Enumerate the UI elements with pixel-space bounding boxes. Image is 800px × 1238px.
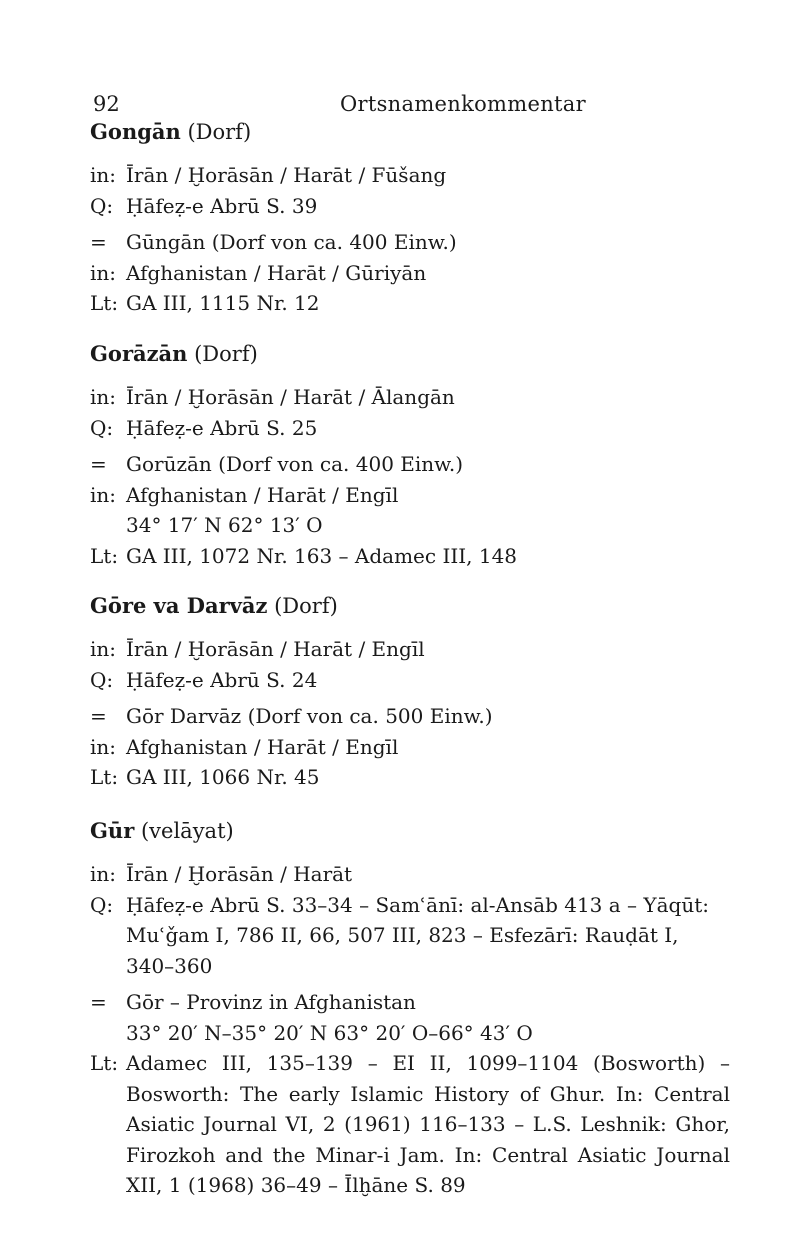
entry-type: (Dorf): [187, 120, 252, 144]
entry-type: (velāyat): [140, 819, 234, 843]
field-source: Q: Ḥāfeẓ-e Abrū S. 39: [90, 193, 318, 218]
entry-name: Gūr: [90, 818, 135, 843]
field-equivalent: = Gorūzān (Dorf von ca. 400 Einw.): [90, 452, 464, 476]
entry-title: [90, 590, 730, 622]
field-location: in: Afghanistan / Harāt / Gūriyān: [90, 260, 427, 285]
field-location: in: Īrān / Ḫorāsān / Harāt / Fūšang: [90, 163, 447, 187]
running-title: Ortsnamenkommentar: [340, 92, 586, 116]
field-literature: Lt: GA III, 1066 Nr. 45: [90, 765, 320, 789]
field-location: in: Afghanistan / Harāt / Engīl: [90, 482, 399, 507]
entry-gore-va-darvaz: [90, 590, 730, 793]
entry-gorazan: [90, 338, 730, 571]
field-equivalent: = Gōr Darvāz (Dorf von ca. 500 Einw.): [90, 704, 493, 728]
entry-gongan: [90, 116, 730, 319]
entry-type: (Dorf): [274, 594, 338, 618]
entry-type: (Dorf): [194, 342, 258, 366]
entry-name: Gorāzān: [90, 341, 188, 366]
entry-title: [90, 338, 730, 370]
entry-name: Gongān: [90, 119, 181, 144]
field-source: Q: Ḥāfeẓ-e Abrū S. 33–34 – Samʿānī: al-Ansāb 413 a – Yāqūt: Muʿǧam I, 786 II, 66, 507 III, 823 – Esfezārī: Rauḍāt I, 340–360: [90, 892, 709, 978]
field-literature: Lt: Adamec III, 135–139 – EI II, 1099–1104 (Bosworth) – Bosworth: The early Islamic History of Ghur. In: Central Asiatic Journal VI, 2 (1961) 116–133 – L.S. Leshnik: Ghor, Firozkoh and the Minar-i Jam. In: Central Asiatic Journal XII, 1 (1968) 36–49 – Īlḫāne S. 89: [90, 1051, 730, 1197]
field-location: in: Īrān / Ḫorāsān / Harāt: [90, 862, 353, 886]
field-location: in: Īrān / Ḫorāsān / Harāt / Ālangān: [90, 385, 455, 409]
field-location: in: Afghanistan / Harāt / Engīl: [90, 734, 399, 759]
field-equivalent: = Gōr – Provinz in Afghanistan: [90, 990, 416, 1014]
field-equivalent: = Gūngān (Dorf von ca. 400 Einw.): [90, 230, 457, 254]
field-literature: Lt: GA III, 1072 Nr. 163 – Adamec III, 148: [90, 543, 518, 568]
entry-name: Gōre va Darvāz: [90, 593, 268, 618]
field-literature: Lt: GA III, 1115 Nr. 12: [90, 291, 320, 315]
entry-title: [90, 815, 730, 847]
field-location: in: Īrān / Ḫorāsān / Harāt / Engīl: [90, 637, 425, 661]
page-number: 92: [93, 92, 120, 116]
field-source: Q: Ḥāfeẓ-e Abrū S. 25: [90, 415, 318, 440]
field-coordinates: 33° 20′ N–35° 20′ N 63° 20′ O–66° 43′ O: [126, 1020, 533, 1045]
entry-title: [90, 116, 730, 148]
field-coordinates: 34° 17′ N 62° 13′ O: [126, 513, 323, 537]
entry-gur: [90, 815, 730, 1201]
field-source: Q: Ḥāfeẓ-e Abrū S. 24: [90, 667, 318, 692]
